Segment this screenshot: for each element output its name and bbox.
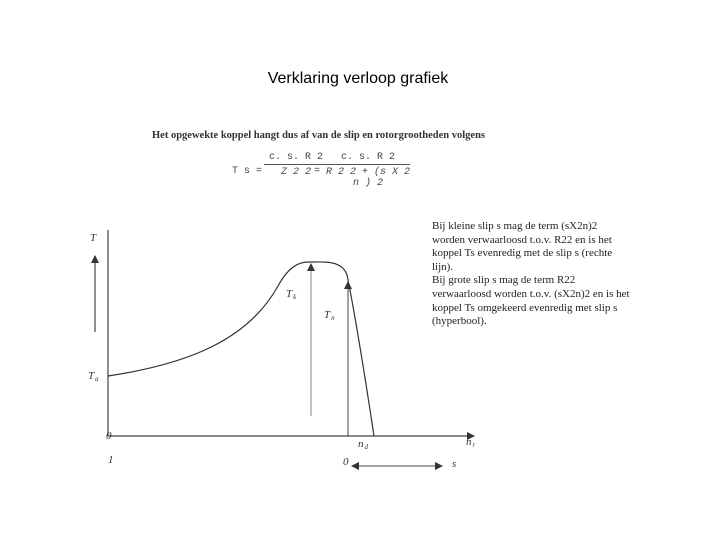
label-Tk-main: T <box>286 288 293 300</box>
label-nd-sub: d <box>364 443 368 451</box>
torque-curve <box>108 262 374 436</box>
label-Tn <box>324 309 335 322</box>
label-nr <box>466 436 475 449</box>
label-Ta-sub: a <box>95 375 99 383</box>
label-nd-main: n <box>358 438 364 450</box>
label-T: T <box>90 232 97 244</box>
label-Tn-main: T <box>324 309 331 321</box>
label-origin-s: 1 <box>108 454 114 466</box>
formula-fraction-1-numerator: c. s. R 2 <box>264 152 328 165</box>
label-nr-sub: r <box>472 441 476 449</box>
label-Ta <box>88 370 99 383</box>
label-Ta-main: T <box>88 370 95 382</box>
label-Tk <box>286 288 296 301</box>
formula-fraction-2-numerator: c. s. R 2 <box>326 152 410 165</box>
explanation-small-slip: Bij kleine slip s mag de term (sX2n)2 worden verwaarloosd t.o.v. R22 en is het koppel Ts evenredig met de slip s (rechte lijn). <box>432 220 613 273</box>
formula-equals: = <box>314 166 321 177</box>
label-s: s <box>452 458 457 470</box>
label-zero-s: 0 <box>343 456 349 468</box>
label-Tn-sub: n <box>331 314 335 322</box>
label-Tk-sub: k <box>293 293 297 301</box>
formula-intro: Het opgewekte koppel hangt dus af van de slip en rotorgrootheden volgens <box>152 130 486 141</box>
formula-fraction-2-denominator: R 2 2 + (s X 2 n ) 2 <box>326 167 411 189</box>
explanation-large-slip: Bij grote slip s mag de term R22 verwaarloosd worden t.o.v. (sX2n)2 en is het koppel Ts omgekeerd evenredig met slip s (hyperbool). <box>432 274 630 328</box>
scanned-figure <box>78 120 658 480</box>
torque-slip-graph <box>78 120 658 480</box>
slide-title: Verklaring verloop grafiek <box>267 70 449 87</box>
label-nd <box>358 438 368 451</box>
label-origin-n: 0 <box>106 430 112 442</box>
formula-lhs: T s = <box>232 166 263 177</box>
label-nr-main: n <box>466 436 472 448</box>
formula-fraction-1-denominator: Z 2 2 <box>280 167 311 178</box>
